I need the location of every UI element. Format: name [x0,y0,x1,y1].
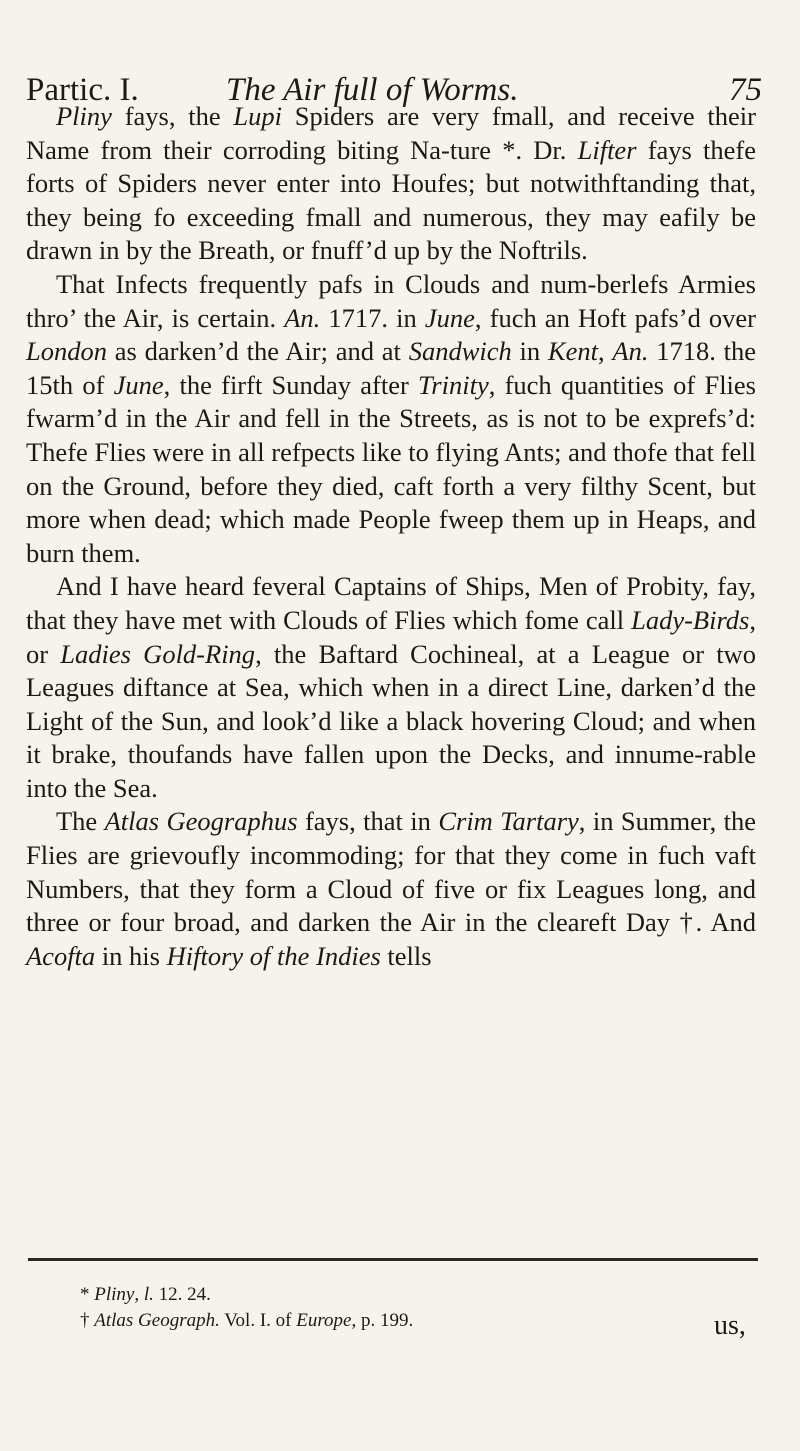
paragraph [26,268,756,570]
text-run: The [56,806,105,837]
text-run: in his [95,940,167,971]
text-run: tells [380,940,432,971]
italic-text: June [424,302,475,333]
text-run: in [511,336,548,367]
italic-text: Lady-Birds [631,604,750,635]
text-run: fays, that in [297,806,439,837]
text-run: Vol. I. of [219,1310,297,1331]
text-run: , fuch an Hoft pafs’d over [474,302,757,333]
italic-text: London [26,336,107,367]
footnote-mark: † [80,1310,95,1331]
italic-text: Crim Tartary [438,806,579,837]
italic-text: l. [143,1284,154,1305]
footnote-rule [28,1258,758,1261]
italic-text: Ladies Gold-Ring [60,638,256,669]
paragraph [26,570,756,805]
italic-text: Europe [296,1310,352,1331]
italic-text: Kent [547,336,598,367]
page-number: 75 [729,72,762,108]
italic-text: Acofta [26,940,96,971]
text-run: 12. 24. [153,1284,211,1305]
text-run: , p. 199. [351,1310,414,1331]
footnotes [80,1282,720,1334]
italic-text: Lifter [577,134,637,165]
text-run: , [134,1284,144,1305]
italic-text: Trinity [418,369,489,400]
text-run: fays thefe forts of Spiders never enter into Houfes; but notwithftanding that, they being fo exceeding fmall and numerous, they may eafily be drawn in by the Breath, or fnuff’d up by the Noftrils. [26,134,756,266]
text-run: , fuch quantities of Flies fwarm’d in the Air and fell in the Streets, as is not to be exprefs’d: Thefe Flies were in all refpects like to flying Ants; and thofe that fell on the Ground, before they died, caft forth a very filthy Scent, but more when dead; which made People fweep them up in Heaps, and burn them. [26,369,756,568]
italic-text: Lupi [233,101,282,131]
text-run: , in Summer, the Flies are grievoufly incommoding; for that they come in fuch vaft Numbers, that they form a Cloud of five or fix Leagues long, and three or four broad, and darken the Air in the cleareft Day †. And [26,806,757,938]
text-run: , [597,336,613,367]
italic-text: An. [612,336,649,367]
italic-text: Sandwich [408,336,512,367]
italic-text: Atlas Geographus [104,806,298,837]
paragraph [26,805,756,973]
text-run: Spiders are very fmall, and receive their Name from their corroding biting Na-ture *. Dr. [26,101,756,165]
text-run: 1717. in [320,302,425,333]
text-run: fays, the [111,101,234,131]
italic-text: Pliny [94,1284,135,1305]
text-run: , or [26,604,756,669]
text-run: 1718. the 15th of [26,336,757,400]
footnote [80,1308,720,1334]
italic-text: An. [284,302,321,333]
section-label: Partic. I. [26,72,139,108]
text-run: , the firft Sunday after [163,369,419,400]
text-run: And I have heard feveral Captains of Ships, Men of Probity, fay, that they have met with Clouds of Flies which fome call [26,571,756,635]
text-run: That Infects frequently pafs in Clouds and num-berlefs Armies thro’ the Air, is certain. [26,268,756,333]
text-run: as darken’d the Air; and at [107,336,409,367]
italic-text: June [113,369,164,400]
italic-text: Hiftory of the Indies [166,940,381,971]
italic-text: Atlas Geograph. [94,1310,220,1331]
catchword: us, [714,1310,746,1341]
italic-text: Pliny [56,101,112,131]
paragraph [26,100,756,268]
body-text [26,100,756,973]
footnote [80,1282,720,1308]
text-run: , the Baftard Cochineal, at a League or two Leagues diftance at Sea, which when in a direct Line, darken’d the Light of the Sun, and look’d like a black hovering Cloud; and when it brake, thoufands have fallen upon the Decks, and innume-rable into the Sea. [26,638,756,803]
footnote-mark: * [80,1284,95,1305]
running-title: The Air full of Worms. [226,72,519,108]
